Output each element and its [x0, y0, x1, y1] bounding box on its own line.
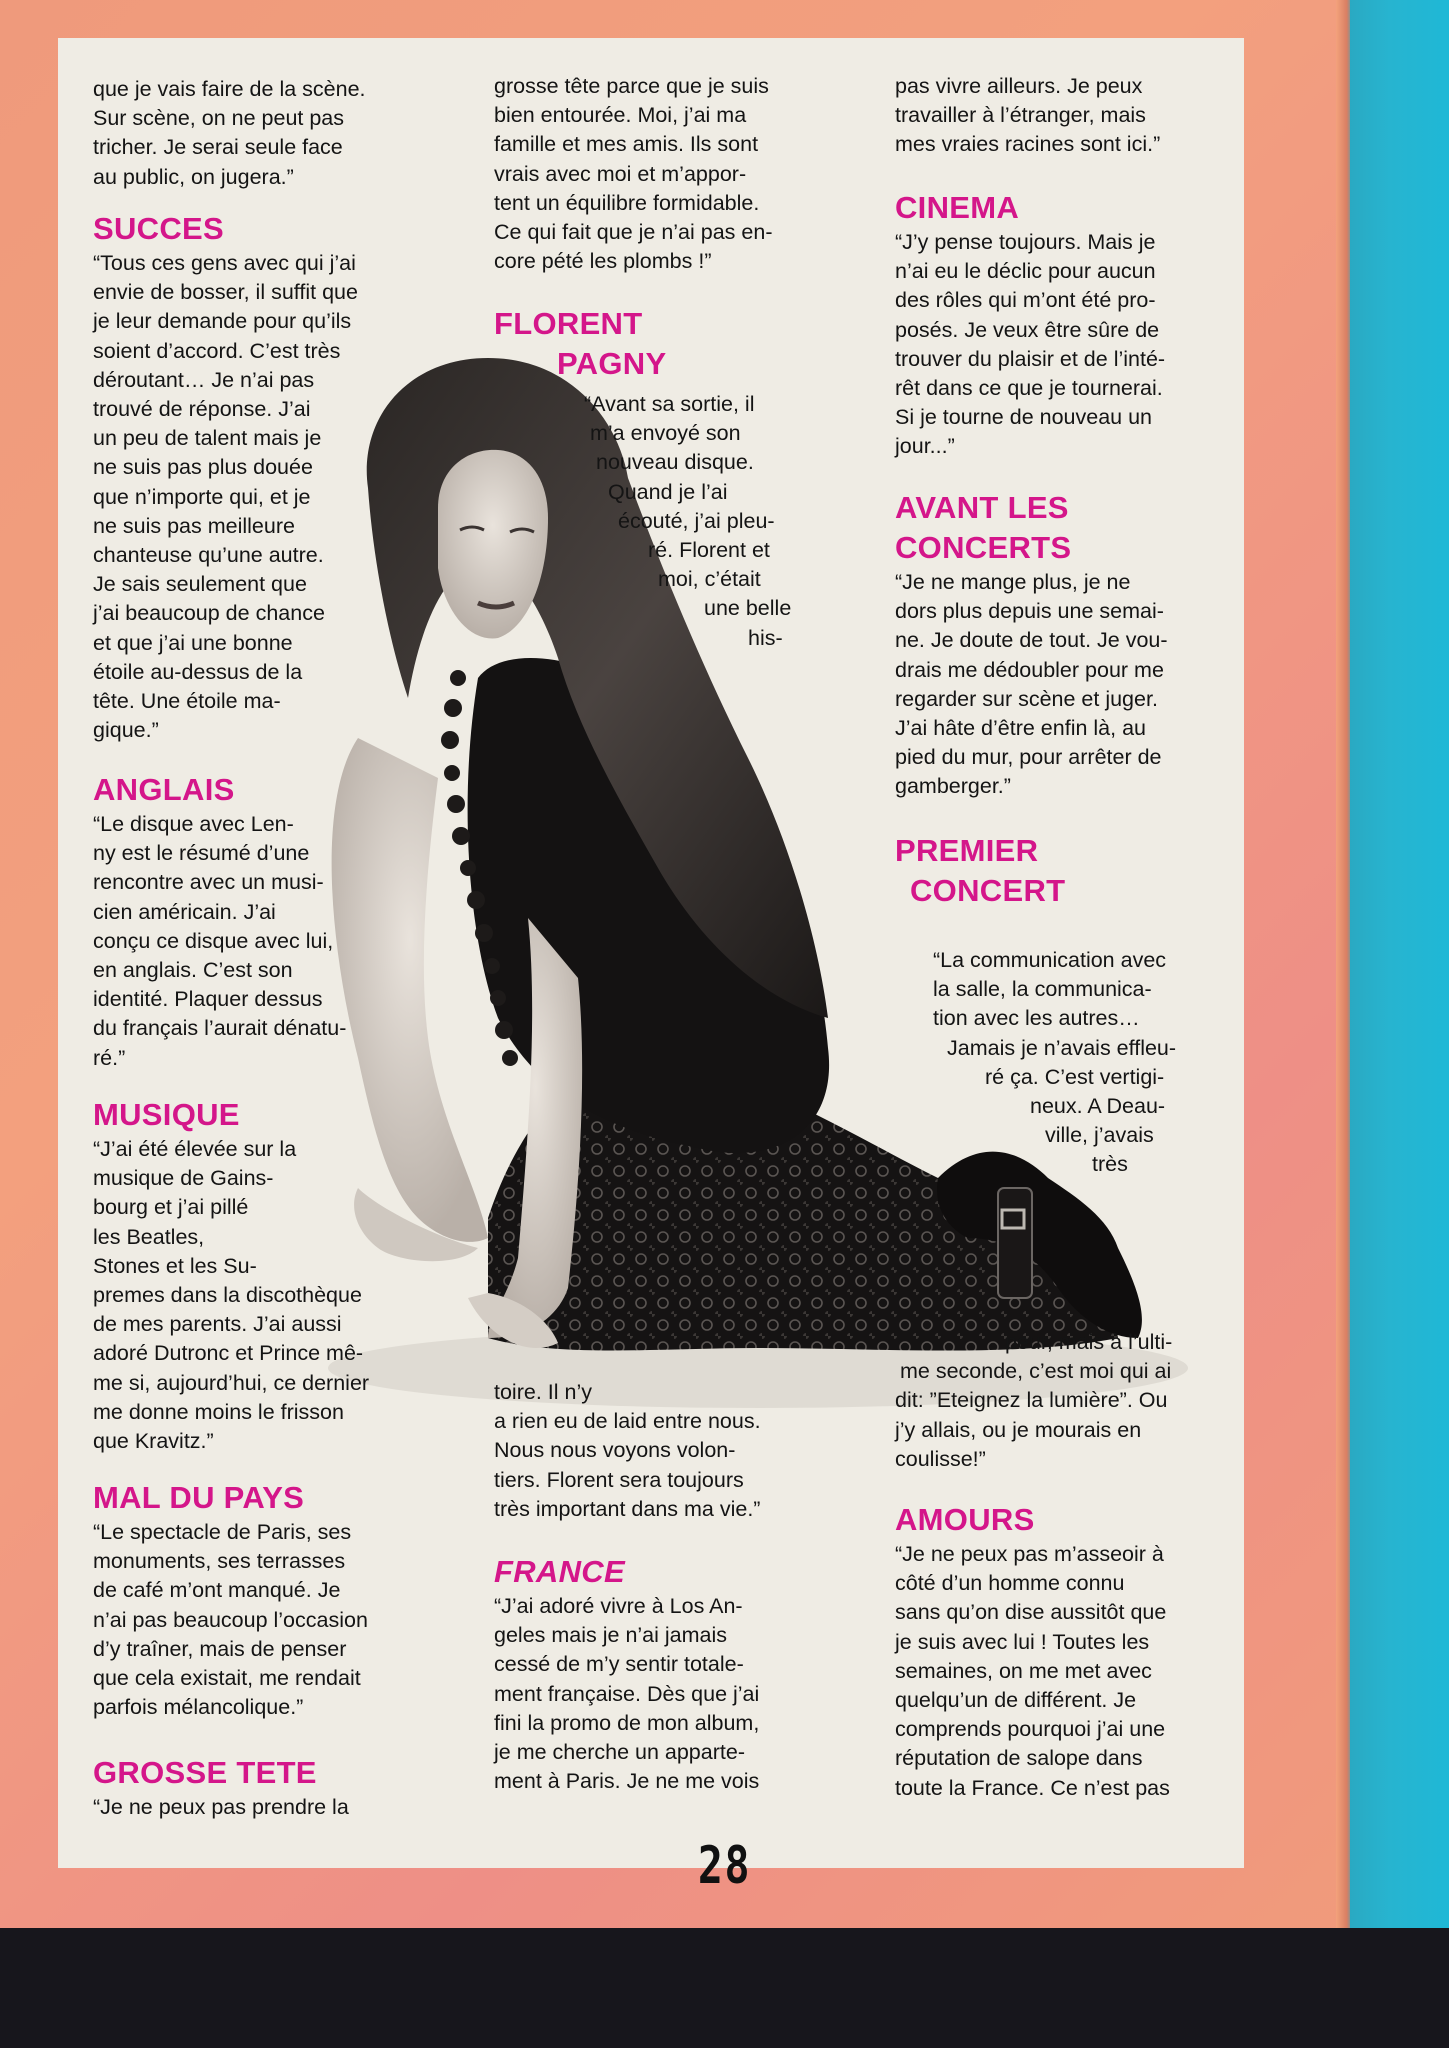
heading-premier: PREMIER: [895, 833, 1039, 868]
heading-amours: AMOURS: [895, 1502, 1035, 1537]
heading-avant-les: AVANT LES: [895, 490, 1069, 525]
column-1: [93, 75, 366, 192]
heading-pagny: PAGNY: [557, 346, 667, 381]
section-musique: MUSIQUE “J’ai été élevée sur la musique de Gains- bourg et j’ai pillé les Beatles, Stones et les Su- premes dans la discothèque de mes parents. J’ai aussi adoré Dutronc et Prince mê- me si, aujourd’hui, ce dernier me donne moins le frisson que Kravitz.”: [93, 1097, 370, 1454]
section-mal-du-pays: MAL DU PAYS “Le spectacle de Paris, ses monuments, ses terrasses de café m’ont manqué. Je n’ai pas beaucoup l’occasion d’y traîner, mais de penser que cela existait, me rendait parfois mélancolique.”: [93, 1480, 368, 1720]
section-cinema: CINEMA “J’y pense toujours. Mais je n’ai eu le déclic pour aucun des rôles qui m’ont été pro- posés. Je veux être sûre de trouver du plaisir et de l’inté- rêt dans ce que je tournerai. Si je tourne de nouveau un jour...”: [895, 190, 1166, 459]
heading-cinema: CINEMA: [895, 190, 1020, 225]
para-florent: “Avant sa sortie, il m’a envoyé son nouveau disque. Quand je l’ai écouté, j’ai pleu- ré. Florent et moi, c’était une belle his-: [584, 392, 792, 650]
para-scene: que je vais faire de la scène. Sur scène, on ne peut pas tricher. Je serai seule face au public, on jugera.”: [93, 77, 366, 189]
section-amours: AMOURS “Je ne peux pas m’asseoir à côté d’un homme connu sans qu’on dise aussitôt que je suis avec lui ! Toutes les semaines, on me met avec quelqu’un de différent. Je comprends pourquoi j’ai une réputation de salope dans toute la France. Ce n’est pas: [895, 1502, 1170, 1800]
section-florent-pagny: [494, 304, 666, 384]
section-france: FRANCE “J’ai adoré vivre à Los An- geles mais je n’ai jamais cessé de m’y sentir totale- ment française. Dès que j’ai fini la promo de mon album, je me cherche un apparte- ment à Paris. Je ne me vois: [494, 1554, 760, 1794]
heading-succes: SUCCES: [93, 211, 224, 246]
scan-background: [0, 1928, 1449, 2048]
section-avant-les-concerts: AVANT LES CONCERTS “Je ne mange plus, je ne dors plus depuis une semai- ne. Je doute de tout. Je vou- drais me dédoubler pour me regarder sur scène et juger. J’ai hâte d’être enfin là, au pied du mur, pour arrêter de gamberger.”: [895, 490, 1168, 799]
page-number: 28: [697, 1836, 752, 1896]
heading-anglais: ANGLAIS: [93, 772, 235, 807]
heading-concert: CONCERT: [910, 873, 1066, 908]
section-grosse-tete: GROSSE TETE “Je ne peux pas prendre la: [93, 1755, 349, 1819]
heading-france: FRANCE: [494, 1554, 625, 1589]
heading-florent: FLORENT: [494, 306, 643, 341]
column-2-top: grosse tête parce que je suis bien entourée. Moi, j’ai ma famille et mes amis. Ils sont vrais avec moi et m’appor- tent un équilibre formidable. Ce qui fait que je n’ai pas en- core pété les plombs !”: [494, 74, 773, 274]
para-premier-concert-end: peur, mais à l’ulti- me seconde, c’est moi qui ai dit: ”Eteignez la lumière”. Ou j’y allais, ou je mourais en coulisse!”: [895, 1330, 1173, 1471]
column-3-top: pas vivre ailleurs. Je peux travailler à l’étranger, mais mes vraies racines sont ici.”: [895, 74, 1161, 157]
para-premier-concert: “La communication avec la salle, la communica- tion avec les autres… Jamais je n’avais effleu- ré ça. C’est vertigi- neux. A Deau- ville, j’avais très: [933, 948, 1177, 1177]
section-premier-concert: [895, 831, 1065, 911]
article-page: [58, 38, 1244, 1868]
heading-mal-du-pays: MAL DU PAYS: [93, 1480, 305, 1515]
heading-musique: MUSIQUE: [93, 1097, 240, 1132]
section-succes: SUCCES “Tous ces gens avec qui j’ai envie de bosser, il suffit que je leur demande pour qu’ils soient d’accord. C’est très déroutant… Je n’ai pas trouvé de réponse. J’ai un peu de talent mais je ne suis pas plus douée que n’importe qui, et je ne suis pas meilleure chanteuse qu’une autre. Je sais seulement que j’ai beaucoup de chance et que j’ai une bonne étoile au-dessus de la tête. Une étoile ma- gique.”: [93, 211, 358, 743]
next-page-edge: [1350, 0, 1449, 1928]
para-florent-end: toire. Il n’y a rien eu de laid entre nous. Nous nous voyons volon- tiers. Florent sera toujours très important dans ma vie.”: [494, 1380, 761, 1521]
heading-grosse-tete: GROSSE TETE: [93, 1755, 317, 1790]
section-anglais: ANGLAIS “Le disque avec Len- ny est le résumé d’une rencontre avec un musi- cien américain. J’ai conçu ce disque avec lui, en anglais. C’est son identité. Plaquer dessus du français l’aurait dénatu- ré.”: [93, 772, 347, 1070]
heading-concerts: CONCERTS: [895, 530, 1072, 565]
